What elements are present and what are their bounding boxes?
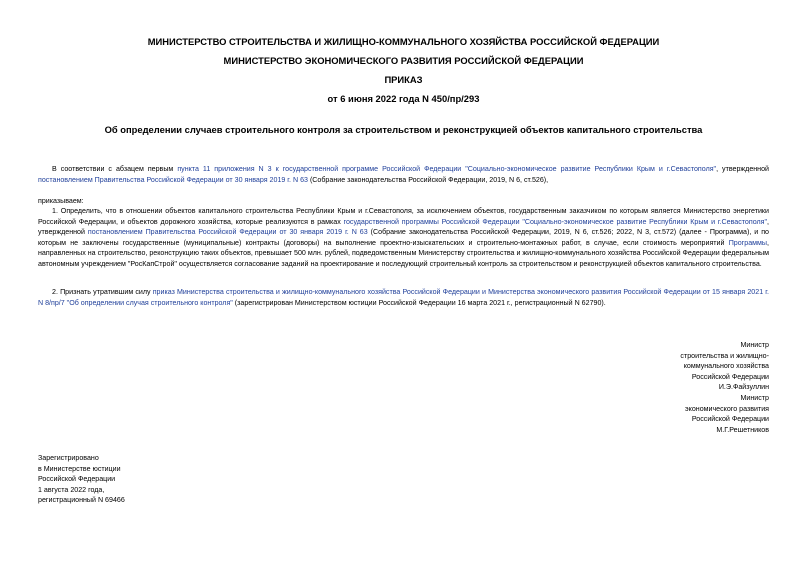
ministry-construction-header: МИНИСТЕРСТВО СТРОИТЕЛЬСТВА И ЖИЛИЩНО-КОММУНАЛЬНОГО ХОЗЯЙСТВА РОССИЙСКОЙ ФЕДЕРАЦИИ xyxy=(147,36,660,47)
signature-line: Министр xyxy=(740,393,769,402)
doc-date-number: от 6 июня 2022 года N 450/пр/293 xyxy=(327,93,480,104)
item1-text-3: (Собрание законодательства Российской Федерации, 2019, N 6, ст.526; 2022, N 3, ст.572) (далее - Программа), и по которым не заключены государственные (муниципальные) контракты (договоры) на выполнение проектно-изыскательских и строительно-монтажных работ, в случае, если стоимость мероприятий xyxy=(38,228,769,247)
signature-block xyxy=(680,340,769,435)
signature-line: экономического развития xyxy=(685,404,769,413)
registration-line: Российской Федерации xyxy=(38,475,116,484)
item1-text-2: , утвержденной xyxy=(38,217,769,237)
ministry-economy-header: МИНИСТЕРСТВО ЭКОНОМИЧЕСКОГО РАЗВИТИЯ РОССИЙСКОЙ ФЕДЕРАЦИИ xyxy=(223,55,584,66)
doc-type-heading: ПРИКАЗ xyxy=(384,74,423,85)
item1-text-4: , направленных на строительство, реконструкцию таких объектов, превышает 500 млн. рублей, подведомственным Министерству строительства и жилищно-коммунального хозяйства Российской Федерации федеральным автономным учреждением "РосКапСтрой" осуществляется согласование заданий на проектирование и последующий строительный контроль за строительством и реконструкцией объектов капитального строительства. xyxy=(38,238,769,268)
signature-line: Российской Федерации xyxy=(691,415,769,424)
order-word: приказываем: xyxy=(38,197,84,205)
signature-line: Министр xyxy=(740,341,769,349)
item1-government-resolution-link[interactable]: постановлением Правительства Российской Федерации от 30 января 2019 г. N 63 xyxy=(87,228,368,237)
signature-name: М.Г.Решетников xyxy=(716,425,769,434)
signature-name: И.Э.Файзуллин xyxy=(718,383,769,392)
preamble-text-2: , утвержденной xyxy=(716,165,770,173)
signature-line: строительства и жилищно- xyxy=(680,351,769,360)
registration-block xyxy=(38,453,125,506)
registration-line: Зарегистрировано xyxy=(38,454,99,462)
signature-line: коммунального хозяйства xyxy=(683,362,769,371)
state-program-link[interactable]: государственной программы Российской Федерации "Социально-экономическое развитие Республики Крым и г.Севастополя" xyxy=(343,217,768,226)
repealed-order-link[interactable]: приказ Министерства строительства и жилищно-коммунального хозяйства Российской Федерации и Министерства экономического развития Российской Федерации от 15 января 2021 г. N 8/пр/7 "Об определении случая строительного контроля" xyxy=(38,288,769,307)
government-resolution-link[interactable]: постановлением Правительства Российской Федерации от 30 января 2019 г. N 63 xyxy=(38,175,308,184)
preamble-text-1: В соответствии с абзацем первым xyxy=(52,165,178,173)
program-appendix-link[interactable]: пункта 11 приложения N 3 к государственной программе Российской Федерации "Социально-экономическое развитие Республики Крым и г.Севастополя" xyxy=(177,165,717,173)
registration-line: в Министерстве юстиции xyxy=(38,464,121,473)
item2-text-2: (зарегистрирован Министерством юстиции Российской Федерации 16 марта 2021 г., регистрационный N 62790). xyxy=(232,298,606,307)
program-link[interactable]: Программы xyxy=(728,238,768,247)
item1-text-1: 1. Определить, что в отношении объектов капитального строительства Республики Крым и г.Севастополя, за исключением объектов, государственным заказчиком по которым является Министерство энергетики Российской Федерации, и объектов дорожного хозяйства, которые реализуются в рамках xyxy=(38,207,769,226)
item2-text-1: 2. Признать утратившим силу xyxy=(52,288,153,296)
order-item-1 xyxy=(38,206,769,270)
registration-line: регистрационный N 69466 xyxy=(38,496,125,505)
preamble-text-3: (Собрание законодательства Российской Федерации, 2019, N 6, ст.526), xyxy=(307,175,549,184)
doc-title: Об определении случаев строительного контроля за строительством и реконструкцией объектов капитального строительства xyxy=(104,124,703,135)
preamble-paragraph xyxy=(38,164,769,185)
signature-line: Российской Федерации xyxy=(691,372,769,381)
registration-line: 1 августа 2022 года, xyxy=(38,485,105,494)
order-item-2 xyxy=(38,287,769,308)
